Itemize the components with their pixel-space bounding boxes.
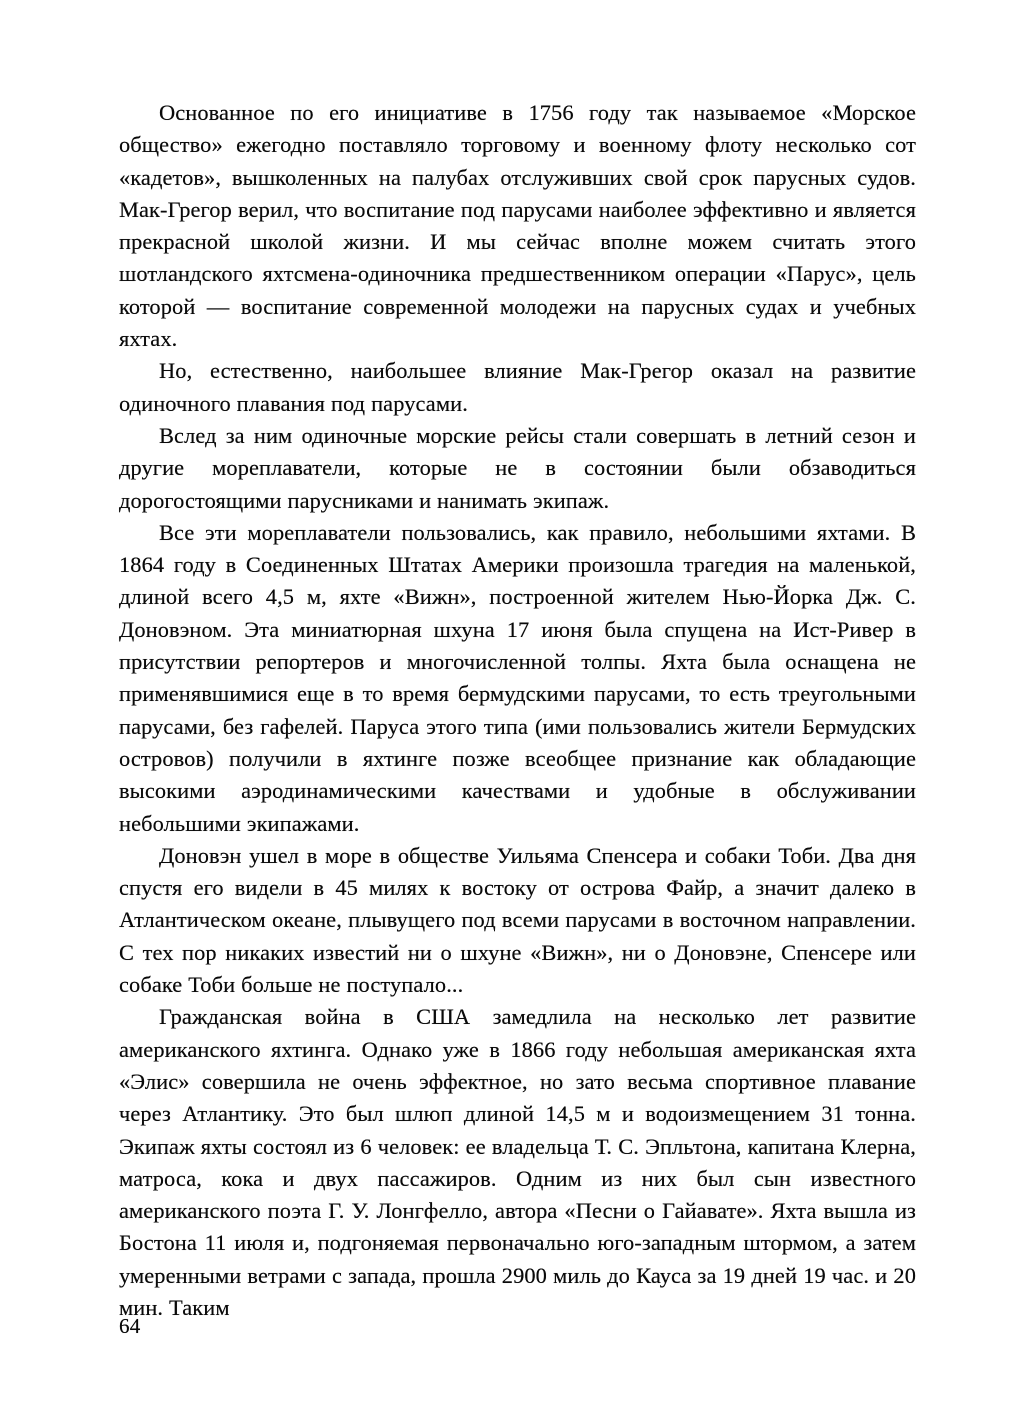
paragraph-2: Но, естественно, наибольшее влияние Мак-Грегор оказал на развитие одиночного плавания под парусами.: [119, 358, 916, 416]
body-text-column: [119, 97, 916, 1324]
paragraph-1: Основанное по его инициативе в 1756 году так называемое «Морское общество» ежегодно поставляло торговому и военному флоту несколько сот «кадетов», вышколенных на палубах отслуживших свой срок парусных судов. Мак-Грегор верил, что воспитание под парусами наиболее эффективно и является прекрасной школой жизни. И мы сейчас вполне можем считать этого шотландского яхтсмена-одиночника предшественником операции «Парус», цель которой — воспитание современной молодежи на парусных судах и учебных яхтах.: [119, 100, 916, 352]
paragraph-3: Вслед за ним одиночные морские рейсы стали совершать в летний сезон и другие мореплаватели, которые не в состоянии были обзаводиться дорогостоящими парусниками и нанимать экипаж.: [119, 422, 916, 513]
paragraph-6: Гражданская война в США замедлила на несколько лет развитие американского яхтинга. Однако уже в 1866 году небольшая американская яхта «Элис» совершила не очень эффектное, но зато весьма спортивное плавание через Атлантику. Это был шлюп длиной 14,5 м и водоизмещением 31 тонна. Экипаж яхты состоял из 6 человек: ее владельца Т. С. Эпльтона, капитана Клерна, матроса, кока и двух пассажиров. Одним из них был сын известного американского поэта Г. У. Лонгфелло, автора «Песни о Гайавате». Яхта вышла из Бостона 11 июля и, подгоняемая первоначально юго-западным штормом, а затем умеренными ветрами с запада, прошла 2900 миль до Кауса за 19 дней 19 час. и 20 мин. Таким: [119, 1004, 916, 1320]
paragraph-5: Доновэн ушел в море в обществе Уильяма Спенсера и собаки Тоби. Два дня спустя его видели в 45 милях к востоку от острова Файр, а значит далеко в Атлантическом океане, плывущего под всеми парусами в восточном направлении. С тех пор никаких известий ни о шхуне «Вижн», ни о Доновэне, Спенсере или собаке Тоби больше не поступало...: [119, 842, 916, 998]
page-number: 64: [119, 1314, 141, 1338]
paragraph-4: Все эти мореплаватели пользовались, как правило, небольшими яхтами. В 1864 году в Соединенных Штатах Америки произошла трагедия на маленькой, длиной всего 4,5 м, яхте «Вижн», построенной жителем Нью-Йорка Дж. С. Доновэном. Эта миниатюрная шхуна 17 июня была спущена на Ист-Ривер в присутствии репортеров и многочисленной толпы. Яхта была оснащена не применявшимися еще в то время бермудскими парусами, то есть треугольными парусами, без гафелей. Паруса этого типа (ими пользовались жители Бермудских островов) получили в яхтинге позже всеобщее признание как обладающие высокими аэродинамическими качествами и удобные в обслуживании небольшими экипажами.: [119, 519, 916, 836]
